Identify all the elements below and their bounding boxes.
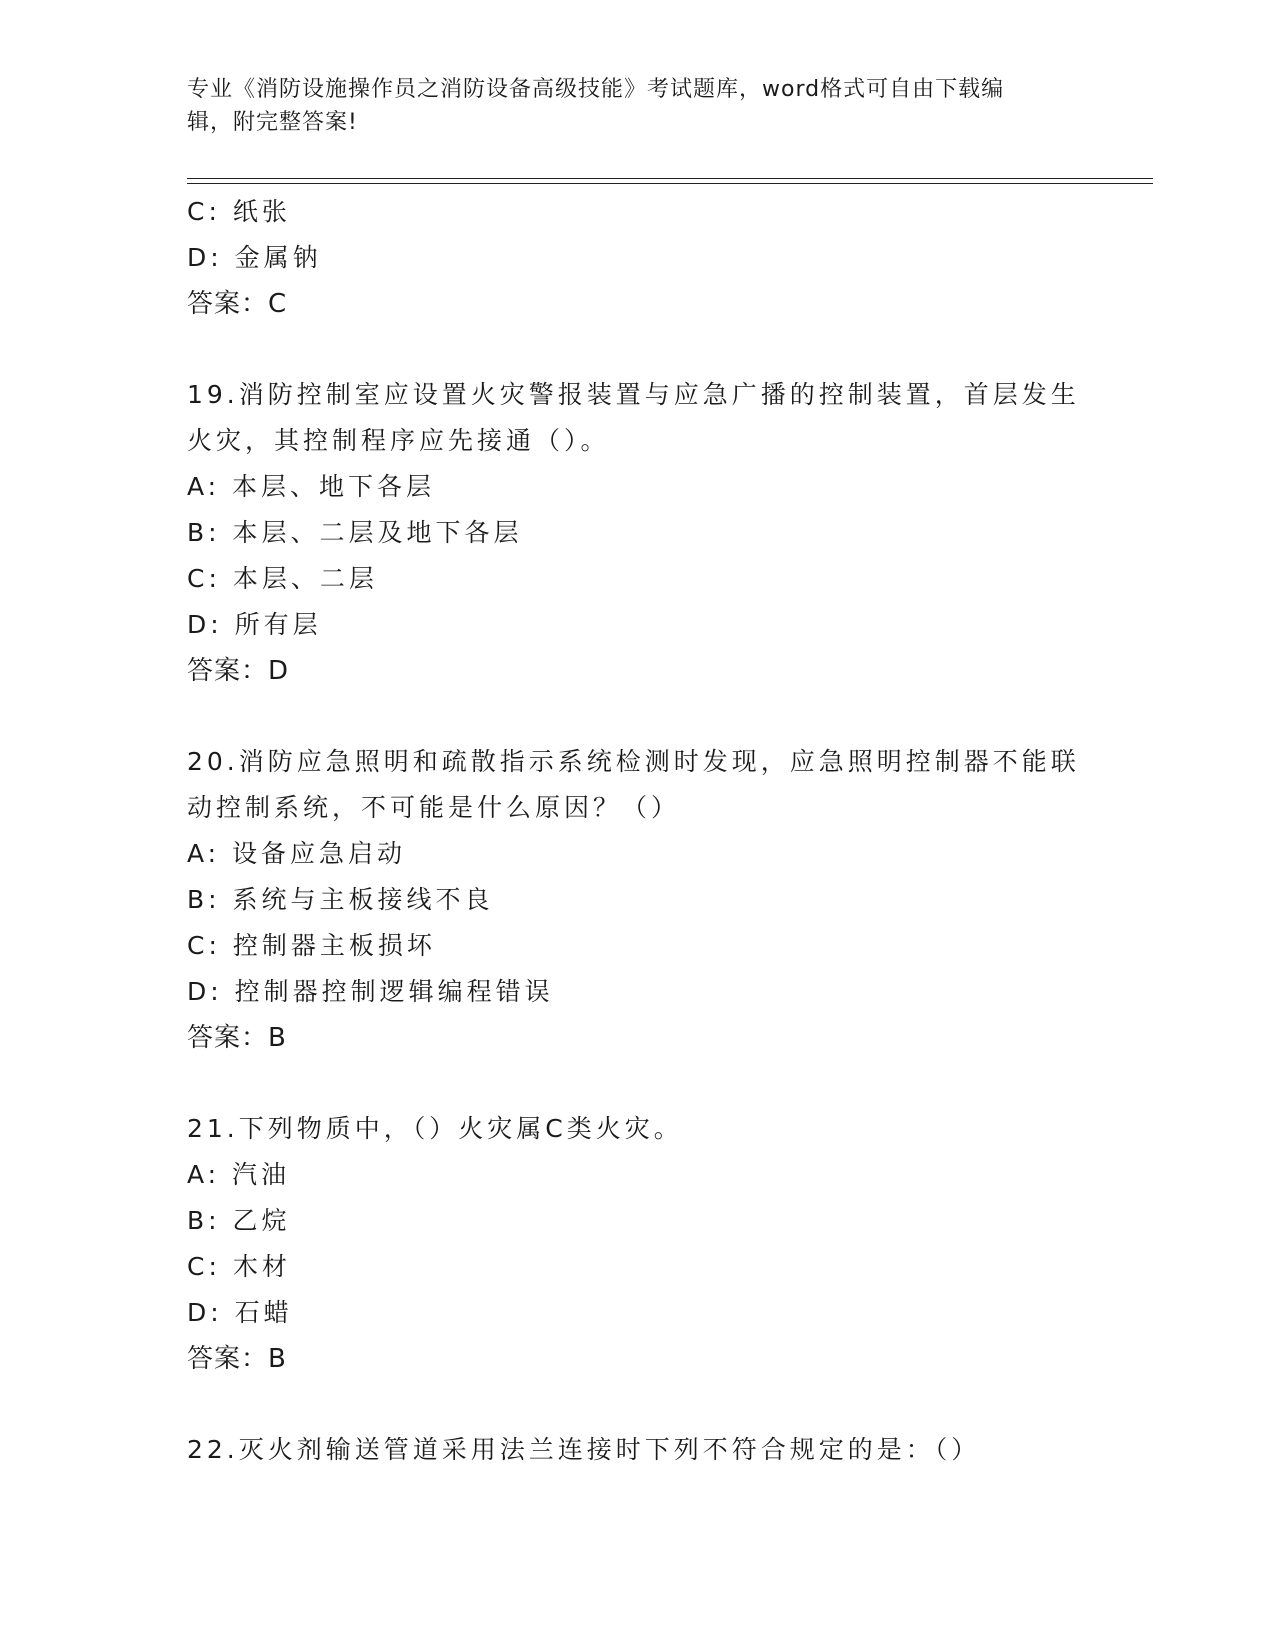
option-line: D: 控制器控制逻辑编程错误 xyxy=(187,977,554,1006)
option-line: B: 乙烷 xyxy=(187,1206,291,1235)
header-rule-top xyxy=(187,178,1153,179)
header-line-1: 专业《消防设施操作员之消防设备高级技能》考试题库，word格式可自由下载编 xyxy=(187,77,1005,102)
document-body xyxy=(187,189,1087,1473)
question-stem: 21.下列物质中，（）火灾属C类火灾。 xyxy=(187,1114,683,1143)
question-block xyxy=(187,1427,1087,1473)
option-line: A: 汽油 xyxy=(187,1160,291,1189)
answer-line: 答案：B xyxy=(187,1023,287,1053)
header-rule-bottom xyxy=(187,183,1153,184)
answer-line: 答案：C xyxy=(187,289,288,319)
option-line: B: 本层、二层及地下各层 xyxy=(187,518,523,547)
option-line: D: 金属钠 xyxy=(187,243,322,272)
option-line: B: 系统与主板接线不良 xyxy=(187,885,494,914)
header-line-2: 辑，附完整答案! xyxy=(187,110,358,135)
question-stem: 20.消防应急照明和疏散指示系统检测时发现，应急照明控制器不能联 xyxy=(187,747,1080,776)
option-line: D: 石蜡 xyxy=(187,1298,293,1327)
question-stem: 火灾，其控制程序应先接通（）。 xyxy=(187,426,610,455)
answer-line: 答案：B xyxy=(187,1344,287,1374)
answer-line: 答案：D xyxy=(187,656,290,686)
question-block xyxy=(187,372,1087,694)
option-line: C: 纸张 xyxy=(187,197,291,226)
option-line: D: 所有层 xyxy=(187,610,322,639)
question-stem: 动控制系统，不可能是什么原因？（） xyxy=(187,793,681,822)
option-line: C: 本层、二层 xyxy=(187,564,378,593)
option-line: A: 本层、地下各层 xyxy=(187,472,436,501)
option-line: C: 控制器主板损坏 xyxy=(187,931,436,960)
question-block xyxy=(187,1106,1087,1382)
question-block xyxy=(187,739,1087,1061)
option-line: A: 设备应急启动 xyxy=(187,839,407,868)
question-stem: 22.灭火剂输送管道采用法兰连接时下列不符合规定的是：（） xyxy=(187,1435,981,1464)
document-header xyxy=(187,73,1077,139)
option-line: C: 木材 xyxy=(187,1252,291,1281)
question-stem: 19.消防控制室应设置火灾警报装置与应急广播的控制装置，首层发生 xyxy=(187,380,1080,409)
